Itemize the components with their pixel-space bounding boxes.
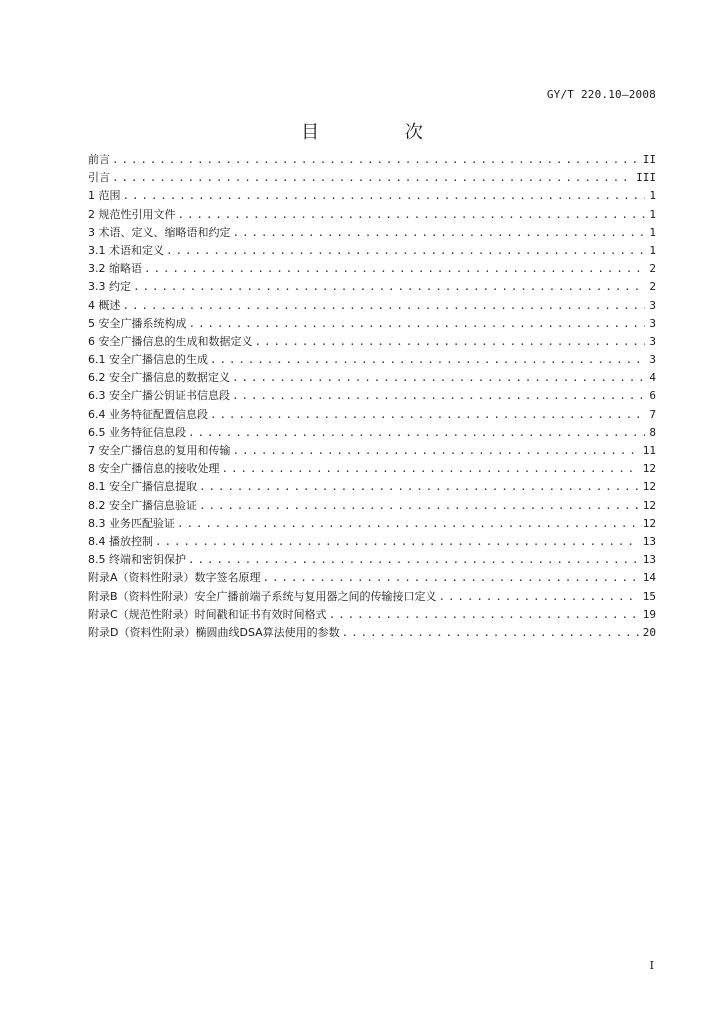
toc-dot-leader	[177, 515, 639, 533]
toc-entry-page-number: 11	[642, 444, 656, 457]
toc-entry-page-number: 20	[642, 625, 656, 639]
toc-entry-label: 3.2 缩略语	[88, 262, 142, 276]
toc-dot-leader	[112, 169, 632, 187]
toc-entry-page-number: 12	[642, 480, 656, 494]
standard-code: GY/T 220.10—2008	[546, 88, 656, 101]
toc-entry-page-number: 13	[642, 553, 656, 567]
toc-entry-page-number: 15	[642, 589, 656, 603]
toc-entry-page-number: II	[642, 153, 656, 166]
toc-entry-label: 3.1 术语和定义	[88, 243, 164, 257]
toc-entry[interactable]	[88, 260, 656, 278]
toc-entry-label: 前言	[88, 153, 110, 166]
toc-entry-page-number: 3	[649, 316, 656, 330]
toc-dot-leader	[222, 460, 639, 478]
toc-dot-leader	[232, 387, 645, 405]
toc-entry-page-number: 12	[642, 516, 656, 530]
toc-entry[interactable]	[88, 206, 656, 224]
toc-entry[interactable]	[88, 478, 656, 496]
toc-entry-page-number: 3	[649, 353, 656, 367]
toc-dot-leader	[439, 588, 639, 606]
toc-entry-label: 3 术语、定义、缩略语和约定	[88, 225, 231, 239]
toc-entry[interactable]	[88, 497, 656, 515]
toc-entry-label: 附录B（资料性附录）安全广播前端子系统与复用器之间的传输接口定义	[88, 589, 437, 603]
toc-entry[interactable]	[88, 424, 656, 442]
toc-entry[interactable]	[88, 460, 656, 478]
toc-dot-leader	[329, 606, 639, 624]
toc-dot-leader	[112, 151, 639, 169]
toc-dot-leader	[199, 478, 639, 496]
toc-entry-page-number: 4	[649, 371, 656, 385]
toc-dot-leader	[233, 224, 646, 242]
toc-entry-label: 7 安全广播信息的复用和传输	[88, 444, 231, 457]
toc-dot-leader	[155, 533, 639, 551]
page-folio: I	[649, 959, 654, 972]
toc-entry-label: 8 安全广播信息的接收处理	[88, 462, 220, 476]
toc-entry-label: 4 概述	[88, 298, 121, 312]
toc-entry-page-number: 6	[649, 389, 656, 403]
toc-entry-label: 2 规范性引用文件	[88, 207, 176, 221]
toc-entry[interactable]	[88, 187, 656, 205]
toc-dot-leader	[188, 424, 645, 442]
toc-entry[interactable]	[88, 297, 656, 315]
toc-entry-page-number: 3	[649, 334, 656, 348]
toc-entry-label: 6.4 业务特征配置信息段	[88, 407, 208, 421]
toc-entry-page-number: 14	[642, 571, 656, 585]
toc-entry-label: 附录D（资料性附录）椭圆曲线DSA算法使用的参数	[88, 625, 340, 639]
toc-entry-page-number: 1	[649, 207, 656, 221]
toc-entry[interactable]	[88, 569, 656, 587]
toc-entry-label: 6 安全广播信息的生成和数据定义	[88, 334, 253, 348]
toc-title: 目 次	[301, 122, 463, 143]
toc-entry[interactable]	[88, 351, 656, 369]
toc-dot-leader	[199, 497, 639, 515]
toc-entry[interactable]	[88, 224, 656, 242]
toc-dot-leader	[210, 406, 645, 424]
toc-entry-label: 8.5 终端和密钥保护	[88, 553, 186, 567]
toc-entry[interactable]	[88, 369, 656, 387]
toc-entry-page-number: 1	[649, 225, 656, 239]
toc-entry-label: 8.4 播放控制	[88, 534, 153, 548]
toc-entry-page-number: 19	[642, 607, 656, 621]
toc-entry[interactable]	[88, 406, 656, 424]
table-of-contents	[88, 151, 656, 642]
toc-dot-leader	[178, 206, 646, 224]
toc-entry-label: 附录C（规范性附录）时间戳和证书有效时间格式	[88, 607, 327, 621]
toc-dot-leader	[232, 369, 645, 387]
toc-entry-page-number: 8	[649, 425, 656, 439]
toc-entry-page-number: 12	[642, 498, 656, 512]
toc-dot-leader	[144, 260, 645, 278]
toc-entry[interactable]	[88, 333, 656, 351]
toc-entry[interactable]	[88, 169, 656, 187]
toc-dot-leader	[210, 351, 645, 369]
toc-entry-page-number: 1	[649, 243, 656, 257]
toc-entry-label: 6.1 安全广播信息的生成	[88, 353, 208, 367]
toc-dot-leader	[166, 242, 645, 260]
toc-entry-page-number: 12	[642, 462, 656, 476]
toc-dot-leader	[342, 624, 639, 642]
toc-entry[interactable]	[88, 387, 656, 405]
toc-entry-label: 8.2 安全广播信息验证	[88, 498, 197, 512]
toc-entry-label: 8.1 安全广播信息提取	[88, 480, 197, 494]
toc-dot-leader	[189, 315, 646, 333]
toc-entry[interactable]	[88, 315, 656, 333]
toc-entry-page-number: III	[636, 171, 656, 185]
toc-entry[interactable]	[88, 606, 656, 624]
toc-entry[interactable]	[88, 551, 656, 569]
toc-entry-label: 6.5 业务特征信息段	[88, 425, 186, 439]
toc-entry-label: 3.3 约定	[88, 280, 131, 294]
toc-entry-page-number: 13	[642, 534, 656, 548]
toc-entry[interactable]	[88, 624, 656, 642]
toc-entry-label: 引言	[88, 171, 110, 185]
toc-entry-label: 5 安全广播系统构成	[88, 316, 187, 330]
toc-dot-leader	[263, 569, 639, 587]
toc-entry-label: 6.2 安全广播信息的数据定义	[88, 371, 230, 385]
toc-dot-leader	[233, 442, 639, 460]
toc-entry[interactable]	[88, 515, 656, 533]
toc-dot-leader	[123, 187, 646, 205]
toc-entry[interactable]	[88, 242, 656, 260]
toc-dot-leader	[188, 551, 639, 569]
toc-dot-leader	[133, 278, 645, 296]
toc-dot-leader	[255, 333, 646, 351]
toc-entry-page-number: 2	[649, 280, 656, 294]
toc-entry-page-number: 3	[649, 298, 656, 312]
toc-entry-page-number: 1	[649, 189, 656, 203]
toc-entry-label: 附录A（资料性附录）数字签名原理	[88, 571, 261, 585]
toc-entry[interactable]	[88, 278, 656, 296]
toc-entry-page-number: 7	[649, 407, 656, 421]
toc-entry-label: 6.3 安全广播公钥证书信息段	[88, 389, 230, 403]
toc-entry-label: 1 范围	[88, 189, 121, 203]
toc-entry-label: 8.3 业务匹配验证	[88, 516, 175, 530]
toc-entry[interactable]	[88, 588, 656, 606]
toc-entry[interactable]	[88, 442, 656, 460]
toc-entry[interactable]	[88, 151, 656, 169]
toc-dot-leader	[123, 297, 646, 315]
toc-entry[interactable]	[88, 533, 656, 551]
toc-entry-page-number: 2	[649, 262, 656, 276]
